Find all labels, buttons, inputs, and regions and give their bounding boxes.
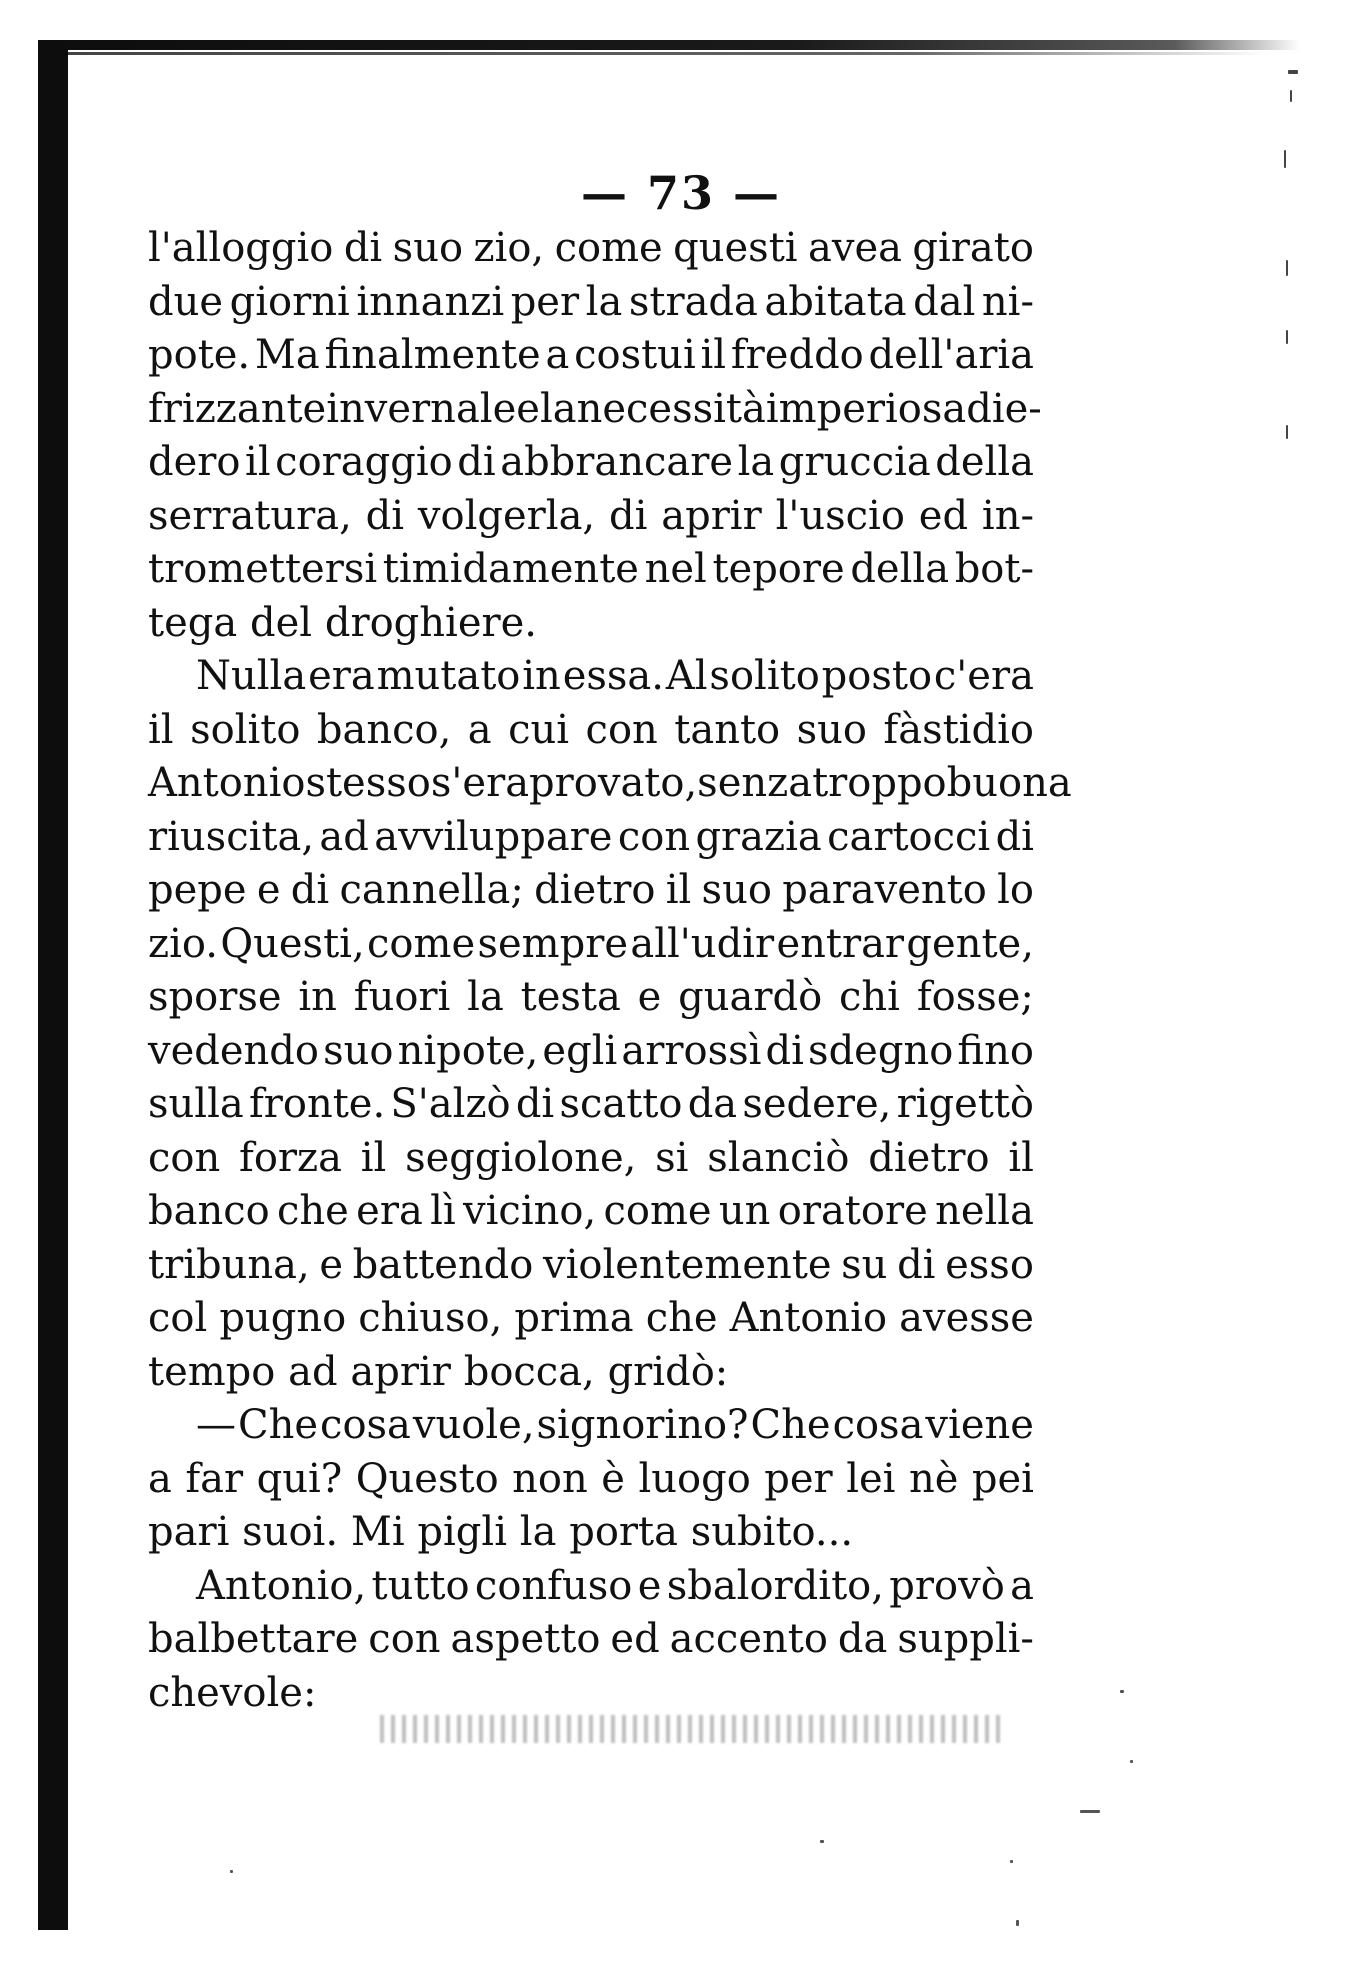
- right-margin-specks: [1282, 60, 1302, 1940]
- text-line: pepe e di cannella; dietro il suo paravento lo: [148, 867, 1034, 913]
- binding-shadow: [38, 40, 68, 1930]
- top-edge-line: [68, 52, 1268, 55]
- page-number: — 73 —: [580, 166, 782, 220]
- text-line: dero il coraggio di abbrancare la gruccia della: [148, 439, 1034, 485]
- text-line: sulla fronte. S'alzò di scatto da sedere, rigettò: [148, 1081, 1034, 1127]
- text-line: vedendo suo nipote, egli arrossì di sdegno fino: [148, 1027, 1034, 1074]
- top-edge-shadow: [38, 40, 1300, 50]
- text-line: zio. Questi, come sempre all'udir entrar gente,: [148, 920, 1034, 967]
- text-line: tromettersi timidamente nel tepore della bot-: [148, 546, 1034, 592]
- text-line: col pugno chiuso, prima che Antonio avesse: [148, 1295, 1034, 1341]
- text-line: — Che cosa vuole, signorino? Che cosa viene: [196, 1402, 1034, 1448]
- text-line: tribuna, e battendo violentemente su di esso: [148, 1241, 1034, 1288]
- text-line: tempo ad aprir bocca, gridò:: [148, 1348, 729, 1395]
- text-line: con forza il seggiolone, si slanciò dietro il: [148, 1134, 1034, 1181]
- text-line: pote. Ma finalmente a costui il freddo dell'aria: [148, 332, 1034, 378]
- text-line: chevole:: [148, 1669, 317, 1716]
- text-line: il solito banco, a cui con tanto suo fàstidio: [148, 706, 1034, 753]
- text-line: due giorni innanzi per la strada abitata dal ni-: [148, 278, 1034, 325]
- text-line: banco che era lì vicino, come un oratore nella: [148, 1188, 1034, 1234]
- text-line: Antonio, tutto confuso e sbalordito, provò a: [196, 1562, 1034, 1609]
- text-line: serratura, di volgerla, di aprir l'uscio ed in-: [148, 492, 1034, 539]
- text-line: balbettare con aspetto ed accento da suppli-: [148, 1616, 1034, 1662]
- text-line: riuscita, ad avviluppare con grazia cartocci di: [148, 813, 1034, 860]
- text-line: pari suoi. Mi pigli la porta subito...: [148, 1509, 854, 1555]
- text-line: sporse in fuori la testa e guardò chi fosse;: [148, 974, 1034, 1020]
- text-line: frizzante invernale e la necessità imperiosa die-: [148, 385, 1042, 432]
- text-line: Antonio stesso s'era provato, senza troppo buona: [148, 760, 1072, 806]
- body-text: [148, 222, 1072, 1720]
- text-line: tega del droghiere.: [148, 599, 538, 646]
- text-line: l'alloggio di suo zio, come questi avea girato: [148, 225, 1034, 271]
- text-line: a far qui? Questo non è luogo per lei nè pei: [148, 1455, 1034, 1502]
- text-line: Nulla era mutato in essa. Al solito posto c'era: [196, 653, 1034, 699]
- ink-smudge: [380, 1715, 1000, 1743]
